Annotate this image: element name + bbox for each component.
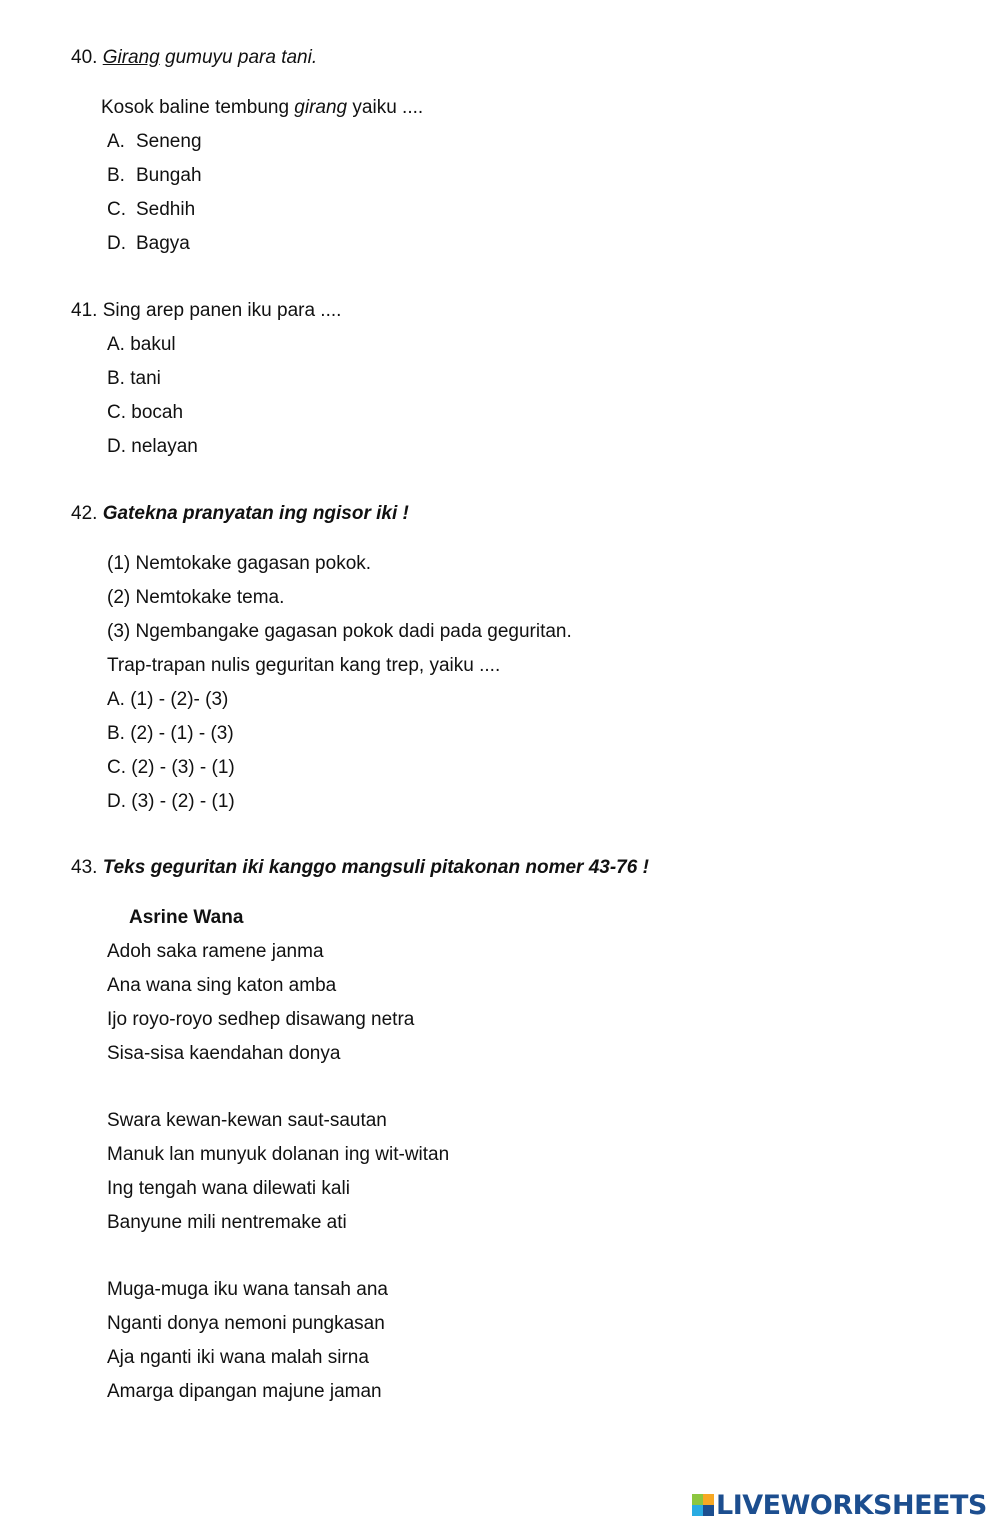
q41-option-c[interactable]: C. bocah [107, 402, 184, 423]
q41-option-d[interactable]: D. nelayan [107, 436, 198, 457]
q42-question: Trap-trapan nulis geguritan kang trep, yaiku .... [107, 655, 501, 676]
q43-instruction: Teks geguritan iki kanggo mangsuli pitakonan nomer 43-76 ! [102, 857, 649, 878]
q42-statement-3: (3) Ngembangake gagasan pokok dadi pada geguritan. [107, 621, 572, 642]
poem-line: Adoh saka ramene janma [107, 941, 324, 962]
q40-stem [71, 47, 317, 69]
q42-statement-2: (2) Nemtokake tema. [107, 587, 285, 608]
q40-prompt-post: yaiku .... [352, 97, 424, 118]
poem-line: Ing tengah wana dilewati kali [107, 1178, 350, 1199]
q42-number: 42. [71, 503, 98, 524]
q41-number: 41. [71, 300, 98, 321]
poem-line: Ijo royo-royo sedhep disawang netra [107, 1009, 415, 1030]
poem-line: Manuk lan munyuk dolanan ing wit-witan [107, 1144, 450, 1165]
q40-prompt-word: girang [294, 97, 348, 118]
q41-stem [71, 300, 341, 322]
liveworksheets-logo[interactable] [692, 1490, 987, 1520]
q42-option-b[interactable]: B. (2) - (1) - (3) [107, 723, 234, 744]
q43-stem [71, 857, 649, 879]
logo-square [703, 1505, 714, 1516]
poem-line: Banyune mili nentremake ati [107, 1212, 347, 1233]
q42-option-a[interactable]: A. (1) - (2)- (3) [107, 689, 229, 710]
q40-prompt [101, 97, 423, 119]
q40-prompt-pre: Kosok baline tembung [101, 97, 290, 118]
q43-number: 43. [71, 857, 98, 878]
logo-square [703, 1494, 714, 1505]
q40-option-b[interactable]: B. Bungah [107, 165, 202, 186]
q40-key-word: Girang [102, 47, 160, 68]
poem-line: Nganti donya nemoni pungkasan [107, 1313, 385, 1334]
q40-option-c[interactable]: C. Sedhih [107, 199, 196, 220]
poem-line: Sisa-sisa kaendahan donya [107, 1043, 341, 1064]
poem-line: Amarga dipangan majune jaman [107, 1381, 382, 1402]
q40-option-a[interactable]: A. Seneng [107, 131, 202, 152]
q40-sentence: gumuyu para tani. [165, 47, 318, 68]
poem-line: Ana wana sing katon amba [107, 975, 337, 996]
poem-line: Muga-muga iku wana tansah ana [107, 1279, 388, 1300]
poem-line: Aja nganti iki wana malah sirna [107, 1347, 369, 1368]
q41-option-b[interactable]: B. tani [107, 368, 161, 389]
q42-stem [71, 503, 409, 525]
q41-option-a[interactable]: A. bakul [107, 334, 176, 355]
q40-option-d[interactable]: D. Bagya [107, 233, 190, 254]
logo-text: LIVEWORKSHEETS [716, 1489, 987, 1521]
q42-option-c[interactable]: C. (2) - (3) - (1) [107, 757, 235, 778]
logo-square [692, 1505, 703, 1516]
q42-statement-1: (1) Nemtokake gagasan pokok. [107, 553, 372, 574]
q42-instruction: Gatekna pranyatan ing ngisor iki ! [102, 503, 409, 524]
logo-mark-icon [692, 1494, 714, 1516]
q42-option-d[interactable]: D. (3) - (2) - (1) [107, 791, 235, 812]
poem-line: Swara kewan-kewan saut-sautan [107, 1110, 387, 1131]
q41-text: Sing arep panen iku para .... [102, 300, 342, 321]
logo-square [692, 1494, 703, 1505]
poem-title: Asrine Wana [129, 907, 244, 928]
q40-number: 40. [71, 47, 98, 68]
